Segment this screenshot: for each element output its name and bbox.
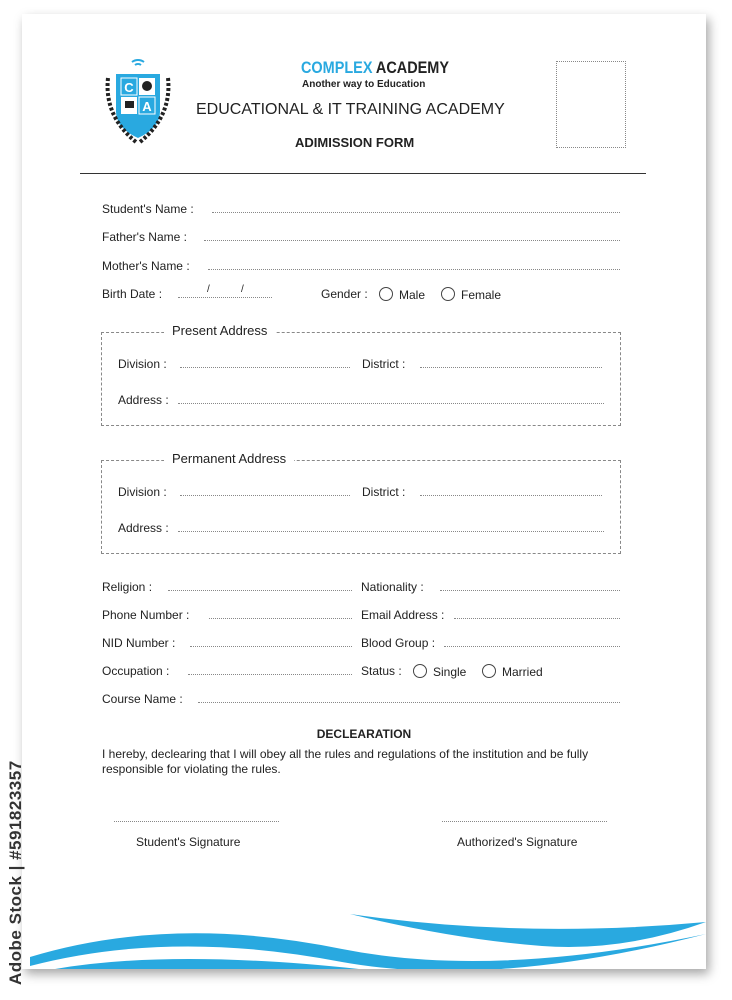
student-name-field[interactable] <box>212 212 620 213</box>
present-address-label: Address : <box>118 393 169 407</box>
nid-field[interactable] <box>190 646 352 647</box>
tagline: Another way to Education <box>302 79 426 90</box>
student-signature-line[interactable] <box>114 821 279 822</box>
admission-form-page <box>22 14 706 969</box>
blood-group-field[interactable] <box>444 646 620 647</box>
single-label: Single <box>433 665 467 679</box>
footer-wave <box>22 894 706 969</box>
permanent-district-label: District : <box>362 485 406 499</box>
single-radio[interactable] <box>413 664 427 678</box>
brand-part2: ACADEMY <box>375 58 449 77</box>
religion-label: Religion : <box>102 580 153 594</box>
authorized-signature-label: Authorized's Signature <box>457 835 578 849</box>
subtitle: EDUCATIONAL & IT TRAINING ACADEMY <box>196 101 505 118</box>
birth-date-field[interactable] <box>178 297 272 298</box>
brand-name <box>301 58 449 78</box>
present-address-box <box>101 332 621 426</box>
female-label: Female <box>461 288 502 302</box>
status-married-option[interactable] <box>482 664 543 679</box>
male-label: Male <box>399 288 426 302</box>
permanent-division-field[interactable] <box>180 495 350 496</box>
svg-text:A: A <box>142 99 152 114</box>
present-division-field[interactable] <box>180 367 350 368</box>
form-title: ADIMISSION FORM <box>295 135 415 150</box>
occupation-field[interactable] <box>188 674 352 675</box>
birth-date-label: Birth Date : <box>102 287 163 301</box>
photo-box[interactable] <box>556 61 626 148</box>
course-field[interactable] <box>198 702 620 703</box>
nationality-field[interactable] <box>440 590 620 591</box>
email-field[interactable] <box>454 618 620 619</box>
permanent-address-field[interactable] <box>178 531 604 532</box>
blood-group-label: Blood Group : <box>361 636 436 650</box>
declaration-text: I hereby, declearing that I will obey all the rules and regulations of the institution and be fully responsible for violating the rules. <box>102 747 589 776</box>
permanent-address-box <box>101 460 621 554</box>
academy-logo <box>102 56 174 146</box>
gender-male-option[interactable] <box>379 287 425 302</box>
brand-part1: COMPLEX <box>301 58 373 77</box>
gender-label: Gender : <box>321 287 368 301</box>
married-label: Married <box>502 665 543 679</box>
permanent-address-title: Permanent Address <box>164 451 294 466</box>
mother-name-label: Mother's Name : <box>102 259 190 273</box>
phone-field[interactable] <box>209 618 352 619</box>
date-separator: / <box>241 284 244 295</box>
course-label: Course Name : <box>102 692 183 706</box>
authorized-signature-line[interactable] <box>442 821 607 822</box>
nationality-label: Nationality : <box>361 580 424 594</box>
email-label: Email Address : <box>361 608 445 622</box>
present-division-label: Division : <box>118 357 167 371</box>
svg-text:C: C <box>124 80 134 95</box>
religion-field[interactable] <box>168 590 352 591</box>
phone-label: Phone Number : <box>102 608 190 622</box>
declaration-title: DECLEARATION <box>316 727 412 741</box>
nid-label: NID Number : <box>102 636 176 650</box>
present-address-field[interactable] <box>178 403 604 404</box>
occupation-label: Occupation : <box>102 664 170 678</box>
married-radio[interactable] <box>482 664 496 678</box>
female-radio[interactable] <box>441 287 455 301</box>
student-name-label: Student's Name : <box>102 202 194 216</box>
student-signature-label: Student's Signature <box>136 835 241 849</box>
date-separator: / <box>207 284 210 295</box>
present-district-field[interactable] <box>420 367 602 368</box>
status-label: Status : <box>361 664 402 678</box>
male-radio[interactable] <box>379 287 393 301</box>
stock-watermark: Adobe Stock | #591823357 <box>6 760 25 985</box>
gender-female-option[interactable] <box>441 287 501 302</box>
header-divider <box>80 173 646 174</box>
permanent-district-field[interactable] <box>420 495 602 496</box>
status-single-option[interactable] <box>413 664 466 679</box>
permanent-address-label: Address : <box>118 521 169 535</box>
present-address-title: Present Address <box>164 323 275 338</box>
mother-name-field[interactable] <box>208 269 620 270</box>
father-name-field[interactable] <box>204 240 620 241</box>
present-district-label: District : <box>362 357 406 371</box>
permanent-division-label: Division : <box>118 485 167 499</box>
father-name-label: Father's Name : <box>102 230 187 244</box>
